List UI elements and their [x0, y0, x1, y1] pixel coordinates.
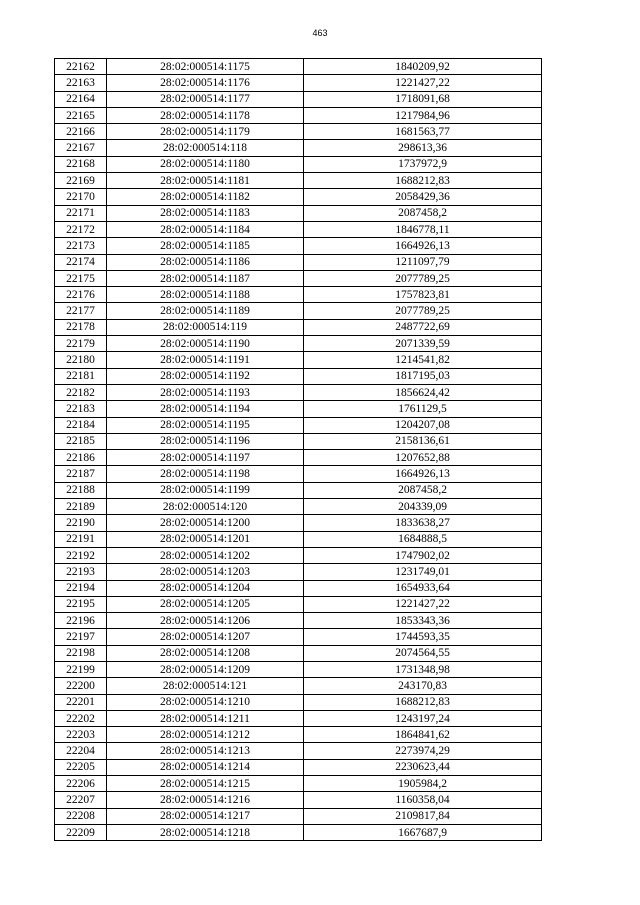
- row-number-cell: 22195: [55, 596, 107, 612]
- cadastral-number-cell: 28:02:000514:1216: [107, 792, 304, 808]
- table-row: [55, 238, 542, 254]
- row-number-cell: 22201: [55, 694, 107, 710]
- row-number-cell: 22184: [55, 417, 107, 433]
- cadastral-number-cell: 28:02:000514:1196: [107, 433, 304, 449]
- cadastral-number-cell: 28:02:000514:1187: [107, 270, 304, 286]
- table-row: [55, 482, 542, 498]
- cadastral-number-cell: 28:02:000514:1217: [107, 808, 304, 824]
- cadastral-value-cell: 2074564,55: [304, 645, 542, 661]
- row-number-cell: 22193: [55, 564, 107, 580]
- table-row: [55, 254, 542, 270]
- table-row: [55, 189, 542, 205]
- row-number-cell: 22187: [55, 466, 107, 482]
- cadastral-number-cell: 28:02:000514:1213: [107, 743, 304, 759]
- table-row: [55, 759, 542, 775]
- row-number-cell: 22205: [55, 759, 107, 775]
- table-row: [55, 75, 542, 91]
- cadastral-number-cell: 28:02:000514:121: [107, 678, 304, 694]
- cadastral-value-table: [54, 58, 542, 841]
- table-row: [55, 824, 542, 840]
- cadastral-value-cell: 1667687,9: [304, 824, 542, 840]
- cadastral-value-cell: 1761129,5: [304, 401, 542, 417]
- cadastral-number-cell: 28:02:000514:1190: [107, 336, 304, 352]
- table-row: [55, 515, 542, 531]
- row-number-cell: 22200: [55, 678, 107, 694]
- cadastral-value-cell: 298613,36: [304, 140, 542, 156]
- cadastral-number-cell: 28:02:000514:1214: [107, 759, 304, 775]
- cadastral-number-cell: 28:02:000514:1177: [107, 91, 304, 107]
- cadastral-value-cell: 1204207,08: [304, 417, 542, 433]
- cadastral-number-cell: 28:02:000514:118: [107, 140, 304, 156]
- table-row: [55, 107, 542, 123]
- table-row: [55, 499, 542, 515]
- row-number-cell: 22177: [55, 303, 107, 319]
- cadastral-number-cell: 28:02:000514:1188: [107, 287, 304, 303]
- cadastral-number-cell: 28:02:000514:1205: [107, 596, 304, 612]
- cadastral-value-cell: 1817195,03: [304, 368, 542, 384]
- table-row: [55, 466, 542, 482]
- row-number-cell: 22182: [55, 384, 107, 400]
- cadastral-number-cell: 28:02:000514:1194: [107, 401, 304, 417]
- cadastral-number-cell: 28:02:000514:1179: [107, 124, 304, 140]
- cadastral-value-cell: 1744593,35: [304, 629, 542, 645]
- cadastral-value-cell: 1905984,2: [304, 776, 542, 792]
- cadastral-value-cell: 2230623,44: [304, 759, 542, 775]
- cadastral-number-cell: 28:02:000514:1191: [107, 352, 304, 368]
- cadastral-value-cell: 1718091,68: [304, 91, 542, 107]
- row-number-cell: 22206: [55, 776, 107, 792]
- cadastral-value-cell: 1840209,92: [304, 59, 542, 75]
- row-number-cell: 22176: [55, 287, 107, 303]
- row-number-cell: 22164: [55, 91, 107, 107]
- cadastral-value-cell: 2087458,2: [304, 205, 542, 221]
- cadastral-value-cell: 1231749,01: [304, 564, 542, 580]
- row-number-cell: 22189: [55, 499, 107, 515]
- row-number-cell: 22167: [55, 140, 107, 156]
- cadastral-number-cell: 28:02:000514:1197: [107, 450, 304, 466]
- table-row: [55, 727, 542, 743]
- cadastral-number-cell: 28:02:000514:1211: [107, 710, 304, 726]
- row-number-cell: 22209: [55, 824, 107, 840]
- table-row: [55, 352, 542, 368]
- table-row: [55, 156, 542, 172]
- cadastral-number-cell: 28:02:000514:1215: [107, 776, 304, 792]
- cadastral-value-cell: 1688212,83: [304, 173, 542, 189]
- cadastral-value-cell: 1211097,79: [304, 254, 542, 270]
- cadastral-number-cell: 28:02:000514:1201: [107, 531, 304, 547]
- cadastral-value-cell: 1654933,64: [304, 580, 542, 596]
- cadastral-value-cell: 1747902,02: [304, 547, 542, 563]
- table-row: [55, 287, 542, 303]
- table-row: [55, 433, 542, 449]
- table-row: [55, 661, 542, 677]
- cadastral-number-cell: 28:02:000514:1186: [107, 254, 304, 270]
- table-row: [55, 580, 542, 596]
- cadastral-value-cell: 1684888,5: [304, 531, 542, 547]
- cadastral-number-cell: 28:02:000514:1200: [107, 515, 304, 531]
- row-number-cell: 22198: [55, 645, 107, 661]
- table-row: [55, 303, 542, 319]
- page-number: 463: [312, 28, 328, 38]
- table-row: [55, 547, 542, 563]
- row-number-cell: 22203: [55, 727, 107, 743]
- cadastral-number-cell: 28:02:000514:119: [107, 319, 304, 335]
- row-number-cell: 22196: [55, 613, 107, 629]
- row-number-cell: 22191: [55, 531, 107, 547]
- cadastral-value-cell: 2077789,25: [304, 270, 542, 286]
- cadastral-value-cell: 2158136,61: [304, 433, 542, 449]
- cadastral-number-cell: 28:02:000514:1198: [107, 466, 304, 482]
- row-number-cell: 22172: [55, 221, 107, 237]
- cadastral-value-cell: 2087458,2: [304, 482, 542, 498]
- cadastral-number-cell: 28:02:000514:1206: [107, 613, 304, 629]
- cadastral-value-cell: 1243197,24: [304, 710, 542, 726]
- table-row: [55, 270, 542, 286]
- cadastral-number-cell: 28:02:000514:120: [107, 499, 304, 515]
- table-row: [55, 613, 542, 629]
- row-number-cell: 22204: [55, 743, 107, 759]
- row-number-cell: 22186: [55, 450, 107, 466]
- cadastral-number-cell: 28:02:000514:1199: [107, 482, 304, 498]
- cadastral-number-cell: 28:02:000514:1202: [107, 547, 304, 563]
- cadastral-value-cell: 1731348,98: [304, 661, 542, 677]
- cadastral-value-cell: 1846778,11: [304, 221, 542, 237]
- row-number-cell: 22188: [55, 482, 107, 498]
- cadastral-number-cell: 28:02:000514:1210: [107, 694, 304, 710]
- cadastral-value-cell: 2058429,36: [304, 189, 542, 205]
- table-row: [55, 596, 542, 612]
- cadastral-number-cell: 28:02:000514:1182: [107, 189, 304, 205]
- row-number-cell: 22175: [55, 270, 107, 286]
- cadastral-number-cell: 28:02:000514:1209: [107, 661, 304, 677]
- cadastral-value-cell: 243170,83: [304, 678, 542, 694]
- cadastral-number-cell: 28:02:000514:1178: [107, 107, 304, 123]
- cadastral-value-cell: 1664926,13: [304, 238, 542, 254]
- table-row: [55, 417, 542, 433]
- row-number-cell: 22183: [55, 401, 107, 417]
- cadastral-value-cell: 1664926,13: [304, 466, 542, 482]
- cadastral-number-cell: 28:02:000514:1203: [107, 564, 304, 580]
- cadastral-value-cell: 2273974,29: [304, 743, 542, 759]
- row-number-cell: 22178: [55, 319, 107, 335]
- cadastral-number-cell: 28:02:000514:1175: [107, 59, 304, 75]
- cadastral-value-cell: 1833638,27: [304, 515, 542, 531]
- row-number-cell: 22197: [55, 629, 107, 645]
- cadastral-value-cell: 1217984,96: [304, 107, 542, 123]
- cadastral-value-cell: 2071339,59: [304, 336, 542, 352]
- row-number-cell: 22170: [55, 189, 107, 205]
- table-row: [55, 124, 542, 140]
- table-row: [55, 173, 542, 189]
- cadastral-value-cell: 1160358,04: [304, 792, 542, 808]
- cadastral-number-cell: 28:02:000514:1180: [107, 156, 304, 172]
- cadastral-number-cell: 28:02:000514:1195: [107, 417, 304, 433]
- cadastral-number-cell: 28:02:000514:1185: [107, 238, 304, 254]
- row-number-cell: 22190: [55, 515, 107, 531]
- row-number-cell: 22202: [55, 710, 107, 726]
- cadastral-value-cell: 1856624,42: [304, 384, 542, 400]
- cadastral-number-cell: 28:02:000514:1189: [107, 303, 304, 319]
- row-number-cell: 22194: [55, 580, 107, 596]
- row-number-cell: 22168: [55, 156, 107, 172]
- table-row: [55, 710, 542, 726]
- cadastral-value-cell: 1688212,83: [304, 694, 542, 710]
- row-number-cell: 22192: [55, 547, 107, 563]
- cadastral-value-cell: 2487722,69: [304, 319, 542, 335]
- cadastral-number-cell: 28:02:000514:1183: [107, 205, 304, 221]
- table-row: [55, 319, 542, 335]
- cadastral-number-cell: 28:02:000514:1208: [107, 645, 304, 661]
- table-row: [55, 743, 542, 759]
- row-number-cell: 22180: [55, 352, 107, 368]
- table-row: [55, 678, 542, 694]
- row-number-cell: 22171: [55, 205, 107, 221]
- table-row: [55, 368, 542, 384]
- cadastral-value-cell: 204339,09: [304, 499, 542, 515]
- cadastral-number-cell: 28:02:000514:1212: [107, 727, 304, 743]
- row-number-cell: 22163: [55, 75, 107, 91]
- table-row: [55, 221, 542, 237]
- cadastral-value-cell: 1221427,22: [304, 75, 542, 91]
- cadastral-value-cell: 2077789,25: [304, 303, 542, 319]
- table-row: [55, 645, 542, 661]
- cadastral-value-cell: 1681563,77: [304, 124, 542, 140]
- table-row: [55, 776, 542, 792]
- cadastral-number-cell: 28:02:000514:1184: [107, 221, 304, 237]
- row-number-cell: 22199: [55, 661, 107, 677]
- cadastral-value-cell: 1864841,62: [304, 727, 542, 743]
- row-number-cell: 22169: [55, 173, 107, 189]
- row-number-cell: 22207: [55, 792, 107, 808]
- table-row: [55, 91, 542, 107]
- row-number-cell: 22185: [55, 433, 107, 449]
- table-row: [55, 401, 542, 417]
- table-row: [55, 629, 542, 645]
- cadastral-value-cell: 1737972,9: [304, 156, 542, 172]
- cadastral-value-cell: 1221427,22: [304, 596, 542, 612]
- table-row: [55, 531, 542, 547]
- table-body: [55, 59, 542, 841]
- cadastral-number-cell: 28:02:000514:1207: [107, 629, 304, 645]
- table-row: [55, 808, 542, 824]
- table-row: [55, 140, 542, 156]
- cadastral-number-cell: 28:02:000514:1193: [107, 384, 304, 400]
- cadastral-value-cell: 2109817,84: [304, 808, 542, 824]
- row-number-cell: 22173: [55, 238, 107, 254]
- cadastral-number-cell: 28:02:000514:1176: [107, 75, 304, 91]
- table-row: [55, 694, 542, 710]
- table-row: [55, 384, 542, 400]
- row-number-cell: 22166: [55, 124, 107, 140]
- table-row: [55, 792, 542, 808]
- table-row: [55, 205, 542, 221]
- cadastral-value-cell: 1853343,36: [304, 613, 542, 629]
- table-row: [55, 564, 542, 580]
- row-number-cell: 22208: [55, 808, 107, 824]
- cadastral-number-cell: 28:02:000514:1181: [107, 173, 304, 189]
- row-number-cell: 22181: [55, 368, 107, 384]
- cadastral-number-cell: 28:02:000514:1204: [107, 580, 304, 596]
- cadastral-value-cell: 1214541,82: [304, 352, 542, 368]
- table-row: [55, 450, 542, 466]
- table-row: [55, 336, 542, 352]
- cadastral-value-cell: 1757823,81: [304, 287, 542, 303]
- cadastral-number-cell: 28:02:000514:1192: [107, 368, 304, 384]
- row-number-cell: 22174: [55, 254, 107, 270]
- row-number-cell: 22162: [55, 59, 107, 75]
- row-number-cell: 22179: [55, 336, 107, 352]
- cadastral-value-cell: 1207652,88: [304, 450, 542, 466]
- row-number-cell: 22165: [55, 107, 107, 123]
- table-row: [55, 59, 542, 75]
- cadastral-number-cell: 28:02:000514:1218: [107, 824, 304, 840]
